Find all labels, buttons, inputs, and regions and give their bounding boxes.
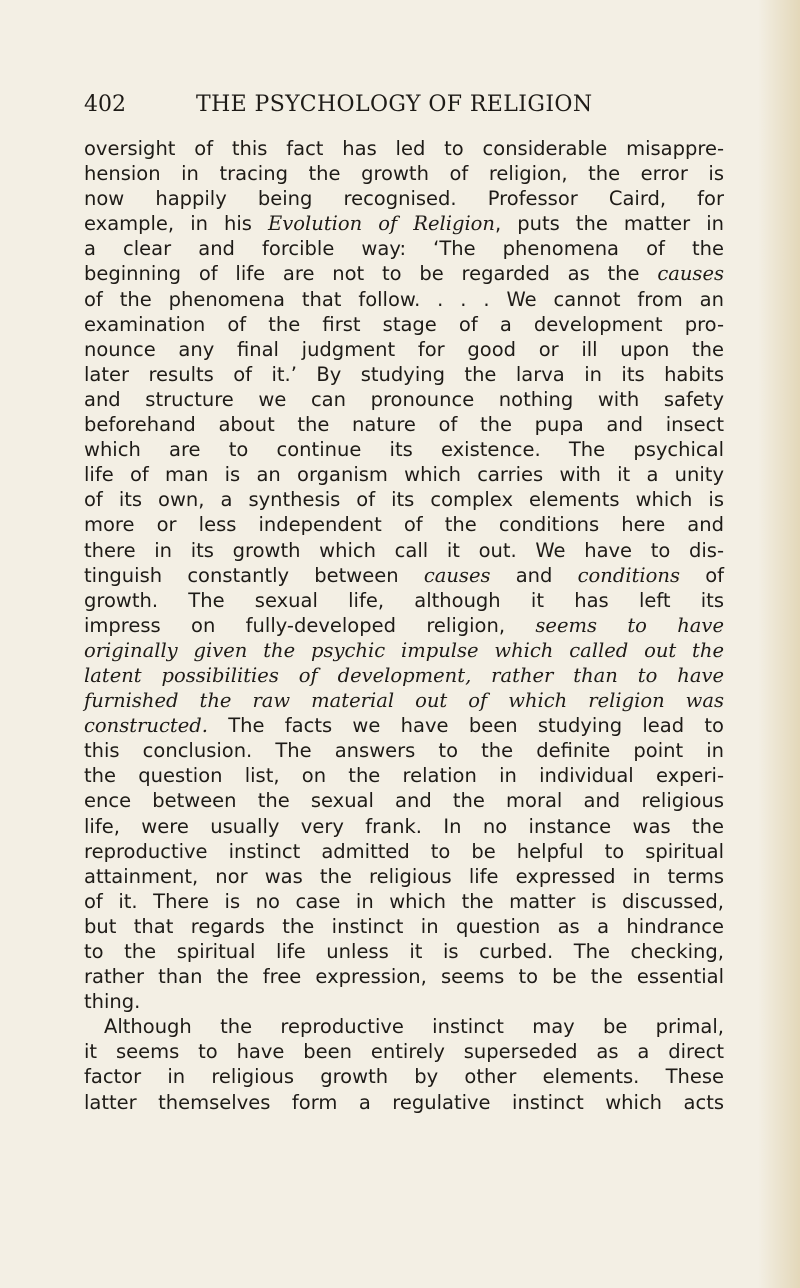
body-text-segment: of bbox=[679, 563, 724, 587]
body-text-segment: this conclusion. The answers to the definite point in bbox=[84, 739, 724, 763]
italic-text: Evolution of Religion bbox=[268, 212, 495, 236]
body-text-segment: a clear and forcible way: ‘The phenomena of the bbox=[84, 237, 724, 261]
body-text-segment: oversight of this fact has led to considerable misappre- bbox=[84, 137, 724, 160]
body-text-segment: but that regards the instinct in question as a hindrance bbox=[84, 914, 724, 938]
text-line bbox=[84, 1064, 724, 1089]
body-text-segment: now happily being recognised. Professor Caird, for bbox=[84, 187, 724, 211]
body-text-segment: factor in religious growth by other elements. These bbox=[84, 1065, 724, 1089]
text-line bbox=[84, 136, 724, 161]
text-line bbox=[84, 688, 724, 713]
text-line bbox=[84, 864, 724, 889]
text-line bbox=[84, 1090, 724, 1115]
body-text-segment: ence between the sexual and the moral and religious bbox=[84, 789, 724, 813]
body-text-segment: attainment, nor was the religious life expressed in terms bbox=[84, 864, 724, 888]
body-text-segment: life of man is an organism which carries with it a unity bbox=[84, 463, 724, 487]
text-line bbox=[84, 211, 724, 236]
text-line bbox=[84, 362, 724, 387]
italic-text: constructed. bbox=[84, 714, 208, 738]
text-line bbox=[84, 538, 724, 563]
text-line bbox=[84, 1039, 724, 1064]
body-text-segment: thing. bbox=[84, 990, 141, 1014]
italic-text: conditions bbox=[577, 563, 680, 587]
text-line bbox=[84, 161, 724, 186]
page-header bbox=[84, 88, 724, 122]
text-line bbox=[84, 613, 724, 638]
italic-text: seems to have bbox=[535, 613, 724, 637]
text-line bbox=[84, 638, 724, 663]
body-text-segment: rather than the free expression, seems to be the essential bbox=[84, 965, 724, 989]
body-text-segment: beginning of life are not to be regarded as the bbox=[84, 262, 658, 286]
body-text-segment: and bbox=[490, 563, 578, 587]
text-line bbox=[84, 1014, 724, 1039]
body-text-segment: of the phenomena that follow. . . . We cannot from an bbox=[84, 287, 724, 311]
italic-text: causes bbox=[423, 563, 491, 587]
body-text-segment: more or less independent of the conditions here and bbox=[84, 513, 724, 537]
body-text-segment: examination of the first stage of a development pro- bbox=[84, 312, 724, 336]
text-line bbox=[84, 337, 724, 362]
text-line bbox=[84, 563, 724, 588]
body-text-segment: life, were usually very frank. In no instance was the bbox=[84, 814, 724, 838]
body-text-segment: impress on fully-developed religion, bbox=[84, 613, 536, 637]
text-line bbox=[84, 989, 724, 1014]
italic-text: latent possibilities of development, rather than to have bbox=[84, 663, 724, 687]
page-edge-shading bbox=[758, 0, 800, 1288]
text-line bbox=[84, 814, 724, 839]
body-text-segment: growth. The sexual life, although it has left its bbox=[84, 588, 724, 612]
body-text-segment: reproductive instinct admitted to be helpful to spiritual bbox=[84, 839, 724, 863]
body-text-segment: example, in his bbox=[84, 212, 269, 236]
text-line bbox=[84, 261, 724, 286]
text-line bbox=[84, 412, 724, 437]
italic-text: furnished the raw material out of which religion was bbox=[84, 689, 724, 713]
body-text-segment: beforehand about the nature of the pupa and insect bbox=[84, 413, 724, 437]
text-line bbox=[84, 588, 724, 613]
text-line bbox=[84, 437, 724, 462]
text-line bbox=[84, 512, 724, 537]
text-line bbox=[84, 663, 724, 688]
text-line bbox=[84, 788, 724, 813]
italic-text: originally given the psychic impulse which called out the bbox=[84, 638, 724, 662]
text-line bbox=[84, 738, 724, 763]
body-text-segment: and structure we can pronounce nothing with safety bbox=[84, 387, 724, 411]
text-line bbox=[84, 387, 724, 412]
body-text-segment: The facts we have been studying lead to bbox=[207, 714, 724, 738]
body-text-segment: nounce any final judgment for good or ill upon the bbox=[84, 337, 724, 361]
body-text-segment: , puts the matter in bbox=[494, 212, 724, 236]
body-text-segment: to the spiritual life unless it is curbed. The checking, bbox=[84, 940, 724, 963]
text-line bbox=[84, 236, 724, 261]
text-line bbox=[84, 763, 724, 788]
text-line bbox=[84, 939, 724, 964]
body-text-segment: tinguish constantly between bbox=[84, 563, 424, 587]
text-line bbox=[84, 186, 724, 211]
body-text-segment: it seems to have been entirely superseded as a direct bbox=[84, 1040, 724, 1064]
running-head-title: THE PSYCHOLOGY OF RELIGION bbox=[196, 92, 593, 117]
body-text-segment: of its own, a synthesis of its complex elements which is bbox=[84, 488, 724, 512]
body-text-segment: later results of it.’ By studying the larva in its habits bbox=[84, 362, 724, 386]
text-line bbox=[84, 487, 724, 512]
page-number: 402 bbox=[84, 92, 126, 117]
body-text-segment: there in its growth which call it out. We have to dis- bbox=[84, 538, 724, 562]
text-line bbox=[84, 713, 724, 738]
body-text-segment: latter themselves form a regulative instinct which acts bbox=[84, 1090, 724, 1114]
text-line bbox=[84, 462, 724, 487]
text-line bbox=[84, 312, 724, 337]
body-text-segment: Although the reproductive instinct may be primal, bbox=[104, 1015, 724, 1039]
body-text-segment: the question list, on the relation in individual experi- bbox=[84, 764, 724, 788]
text-line bbox=[84, 889, 724, 914]
body-text-segment: hension in tracing the growth of religion, the error is bbox=[84, 162, 724, 186]
text-line bbox=[84, 287, 724, 312]
text-line bbox=[84, 964, 724, 989]
italic-text: causes bbox=[657, 262, 724, 286]
body-text-segment: which are to continue its existence. The psychical bbox=[84, 438, 724, 462]
body-text-segment: of it. There is no case in which the matter is discussed, bbox=[84, 889, 724, 913]
text-line bbox=[84, 839, 724, 864]
text-line bbox=[84, 914, 724, 939]
body-text bbox=[84, 136, 724, 1115]
